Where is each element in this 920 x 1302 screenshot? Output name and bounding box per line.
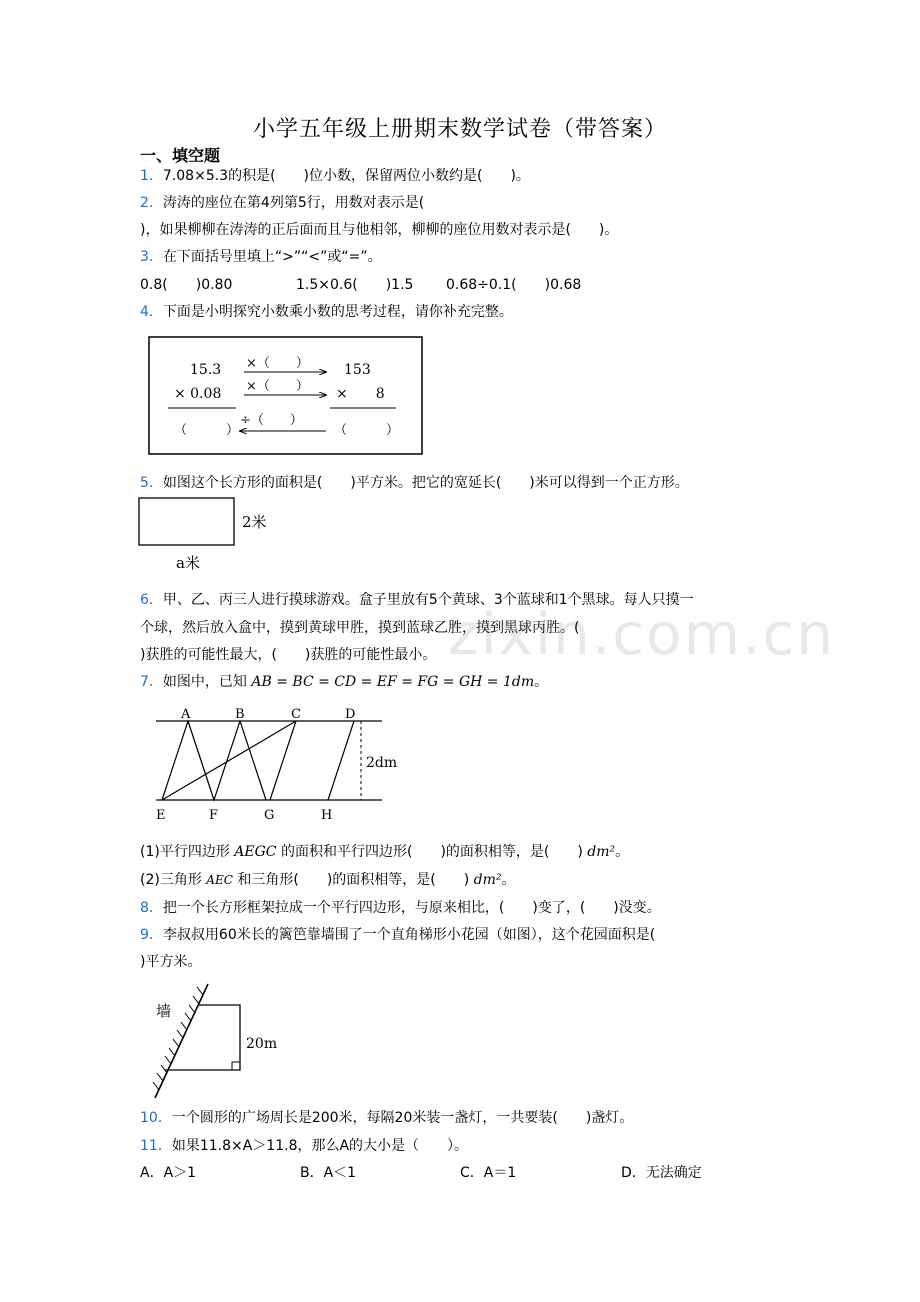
- compare-item: 0.8( )0.80: [140, 277, 233, 293]
- question-number: 6．: [140, 592, 163, 608]
- question-4: [140, 302, 513, 322]
- question-6-line3: )获胜的可能性最大，( )获胜的可能性最小。: [140, 647, 437, 663]
- factor-label: 15.3: [190, 362, 222, 378]
- question-2: [140, 193, 424, 213]
- question-number: 3．: [140, 249, 163, 265]
- result-blank: （ ）: [174, 423, 240, 438]
- question-text: 7.08×5.3的积是( )位小数，保留两位小数约是( )。: [162, 168, 530, 184]
- question-number: 2．: [140, 195, 163, 211]
- point-label-a: A: [181, 707, 191, 722]
- formula: AB = BC = CD = EF = FG = GH = 1dm: [251, 674, 535, 690]
- question-number: 7．: [140, 674, 163, 690]
- rectangle: [139, 498, 234, 545]
- question-text: 把一个长方形框架拉成一个平行四边形，与原来相比，( )变了，( )没变。: [162, 900, 661, 916]
- fence-outline: [165, 1005, 240, 1070]
- question-text: 下面是小明探究小数乘小数的思考过程，请你补充完整。: [162, 304, 513, 320]
- question-number: 11．: [140, 1138, 172, 1154]
- point-label-g: G: [264, 808, 275, 823]
- unit-label: dm²: [587, 844, 616, 860]
- question-number: 8．: [140, 900, 163, 916]
- compare-item: 1.5×0.6( )1.5: [296, 277, 414, 293]
- question-number: 10．: [140, 1110, 172, 1126]
- segment-cg: [270, 721, 296, 800]
- question-8: [140, 898, 661, 918]
- question-number: 1．: [140, 168, 163, 184]
- parallel-lines-figure: [150, 704, 410, 826]
- factor-label: 153: [344, 362, 371, 378]
- factor-label: × 8: [336, 386, 385, 402]
- height-label: 20m: [246, 1036, 278, 1052]
- part-tail: 。: [501, 872, 516, 888]
- question-number: 9．: [140, 927, 163, 943]
- compare-item: 0.68÷0.1( )0.68: [446, 277, 582, 293]
- question-text: 一个圆形的广场周长是200米，每隔20米装一盏灯，一共要装( )盏灯。: [171, 1110, 634, 1126]
- question-text: 涛涛的座位在第4列第5行，用数对表示是(: [162, 195, 425, 211]
- question-text: 在下面括号里填上“>”“<”或“=”。: [162, 249, 382, 265]
- zigzag-line: [162, 721, 266, 800]
- point-label-c: C: [291, 707, 301, 722]
- shape-name: AEC: [206, 873, 233, 887]
- option-a[interactable]: A．A＞1: [140, 1165, 197, 1181]
- wall-label: 墙: [156, 1002, 172, 1020]
- trapezoid-figure: [150, 982, 290, 1102]
- right-angle-mark: [232, 1062, 240, 1070]
- page-title: 小学五年级上册期末数学试卷（带答案）: [252, 117, 667, 142]
- question-5: [140, 473, 689, 493]
- bottom-label: a米: [176, 554, 200, 572]
- point-label-h: H: [321, 808, 333, 823]
- factor-label: × 0.08: [174, 386, 222, 402]
- question-number: 4．: [140, 304, 163, 320]
- diagonal-ec: [162, 721, 296, 800]
- point-label-f: F: [209, 808, 219, 823]
- question-text: 如果11.8×A＞11.8，那么A的大小是（ ）。: [171, 1138, 469, 1154]
- question-text: 李叔叔用60米长的篱笆靠墙围了一个直角梯形小花园（如图），这个花园面积是(: [162, 927, 656, 943]
- question-10: [140, 1108, 633, 1128]
- side-label: 2米: [242, 513, 267, 531]
- part-text: (2)三角形: [140, 872, 202, 888]
- question-6-line2: 个球，然后放入盒中，摸到黄球甲胜，摸到蓝球乙胜，摸到黑球丙胜。(: [140, 620, 580, 636]
- operator-label: ×（ ）: [246, 379, 309, 394]
- option-c[interactable]: C．A＝1: [460, 1165, 517, 1181]
- question-7-part2: [140, 870, 516, 890]
- part-text: 的面积和平行四边形( )的面积相等，是( ): [280, 844, 583, 860]
- result-blank: （ ）: [334, 423, 400, 438]
- option-b[interactable]: B．A＜1: [300, 1165, 357, 1181]
- question-text: 如图这个长方形的面积是( )平方米。把它的宽延长( )米可以得到一个正方形。: [162, 475, 689, 491]
- question-1: [140, 166, 530, 186]
- operator-label: ×（ ）: [246, 356, 309, 371]
- question-text: 甲、乙、丙三人进行摸球游戏。盒子里放有5个黄球、3个蓝球和1个黑球。每人只摸一: [162, 592, 694, 608]
- section-heading: 一、填空题: [140, 146, 221, 165]
- point-label-e: E: [156, 808, 166, 823]
- question-tail: 。: [534, 674, 549, 690]
- question-6: [140, 590, 694, 610]
- part-tail: 。: [615, 844, 630, 860]
- shape-name: AEGC: [234, 844, 277, 860]
- operator-label: ÷（ ）: [240, 413, 303, 428]
- question-2-line2: )，如果柳柳在涛涛的正后面而且与他相邻，柳柳的座位用数对表示是( )。: [140, 222, 619, 238]
- multiplication-figure: [148, 336, 424, 456]
- height-label: 2dm: [366, 755, 398, 771]
- question-11: [140, 1136, 468, 1156]
- question-text: 如图中，已知: [162, 674, 247, 690]
- unit-label: dm²: [473, 872, 502, 888]
- rectangle-figure: [138, 496, 278, 576]
- question-number: 5．: [140, 475, 163, 491]
- watermark: zixin.com.cn: [448, 600, 836, 668]
- point-label-b: B: [235, 707, 245, 722]
- question-9: [140, 925, 655, 945]
- question-7-part1: [140, 842, 629, 862]
- question-3: [140, 247, 382, 267]
- part-text: 和三角形( )的面积相等，是( ): [237, 872, 470, 888]
- question-7: [140, 672, 548, 692]
- segment-af: [188, 721, 214, 800]
- part-text: (1)平行四边形: [140, 844, 230, 860]
- option-d[interactable]: D．无法确定: [621, 1165, 702, 1181]
- point-label-d: D: [345, 707, 356, 722]
- segment-dh: [328, 721, 354, 800]
- question-9-line2: )平方米。: [140, 954, 202, 970]
